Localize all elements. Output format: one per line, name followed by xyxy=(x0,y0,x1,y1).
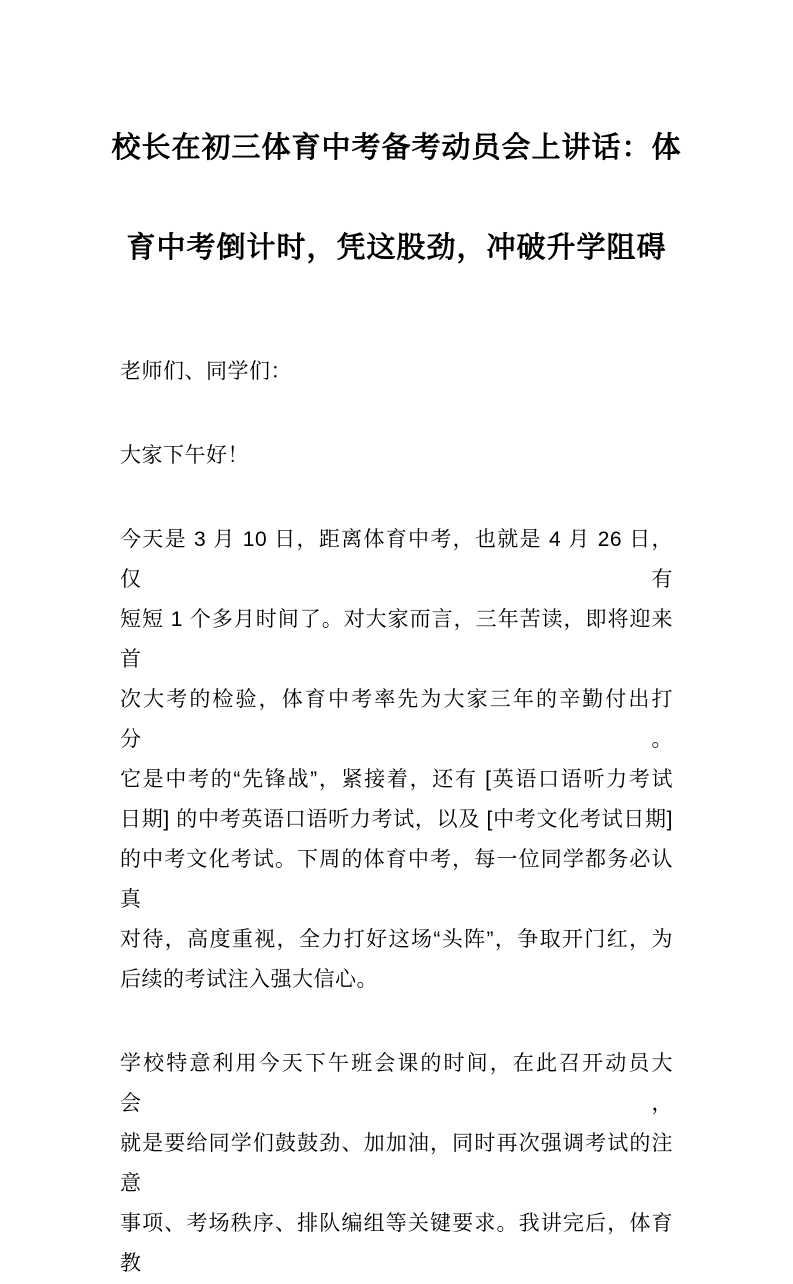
paragraph-line: 短短 1 个多月时间了。对大家而言，三年苦读，即将迎来首 xyxy=(120,608,673,671)
document-title xyxy=(0,0,793,298)
paragraph-line: 后续的考试注入强大信心。 xyxy=(120,968,378,991)
paragraph-greeting xyxy=(120,436,673,476)
paragraph-line: 学校特意利用今天下午班会课的时间，在此召开动员大会， xyxy=(120,1052,673,1115)
paragraph-salutation xyxy=(120,352,673,392)
paragraph-line: 对待，高度重视，全力打好这场“头阵”，争取开门红，为 xyxy=(120,928,673,951)
paragraph-line: 日期] 的中考英语口语听力考试，以及 [中考文化考试日期] xyxy=(120,808,673,831)
document-body xyxy=(120,352,673,1284)
title-line-1: 校长在初三体育中考备考动员会上讲话：体 xyxy=(111,132,682,164)
title-line-2: 育中考倒计时，凭这股劲，冲破升学阻碍 xyxy=(126,232,667,264)
paragraph-line: 今天是 3 月 10 日，距离体育中考，也就是 4 月 26 日，仅有 xyxy=(120,528,673,591)
paragraph-line: 就是要给同学们鼓鼓劲、加加油，同时再次强调考试的注意 xyxy=(120,1132,673,1195)
paragraph-line: 老师们、同学们： xyxy=(120,360,292,383)
paragraph-countdown xyxy=(120,520,673,1000)
paragraph-line: 大家下午好！ xyxy=(120,444,249,467)
paragraph-mobilization xyxy=(120,1044,673,1284)
paragraph-line: 它是中考的“先锋战”，紧接着，还有 [英语口语听力考试 xyxy=(120,768,673,791)
paragraph-line: 事项、考场秩序、排队编组等关键要求。我讲完后，体育教 xyxy=(120,1212,673,1275)
paragraph-line: 的中考文化考试。下周的体育中考，每一位同学都务必认真 xyxy=(120,848,673,911)
paragraph-line: 次大考的检验，体育中考率先为大家三年的辛勤付出打分。 xyxy=(120,688,673,751)
